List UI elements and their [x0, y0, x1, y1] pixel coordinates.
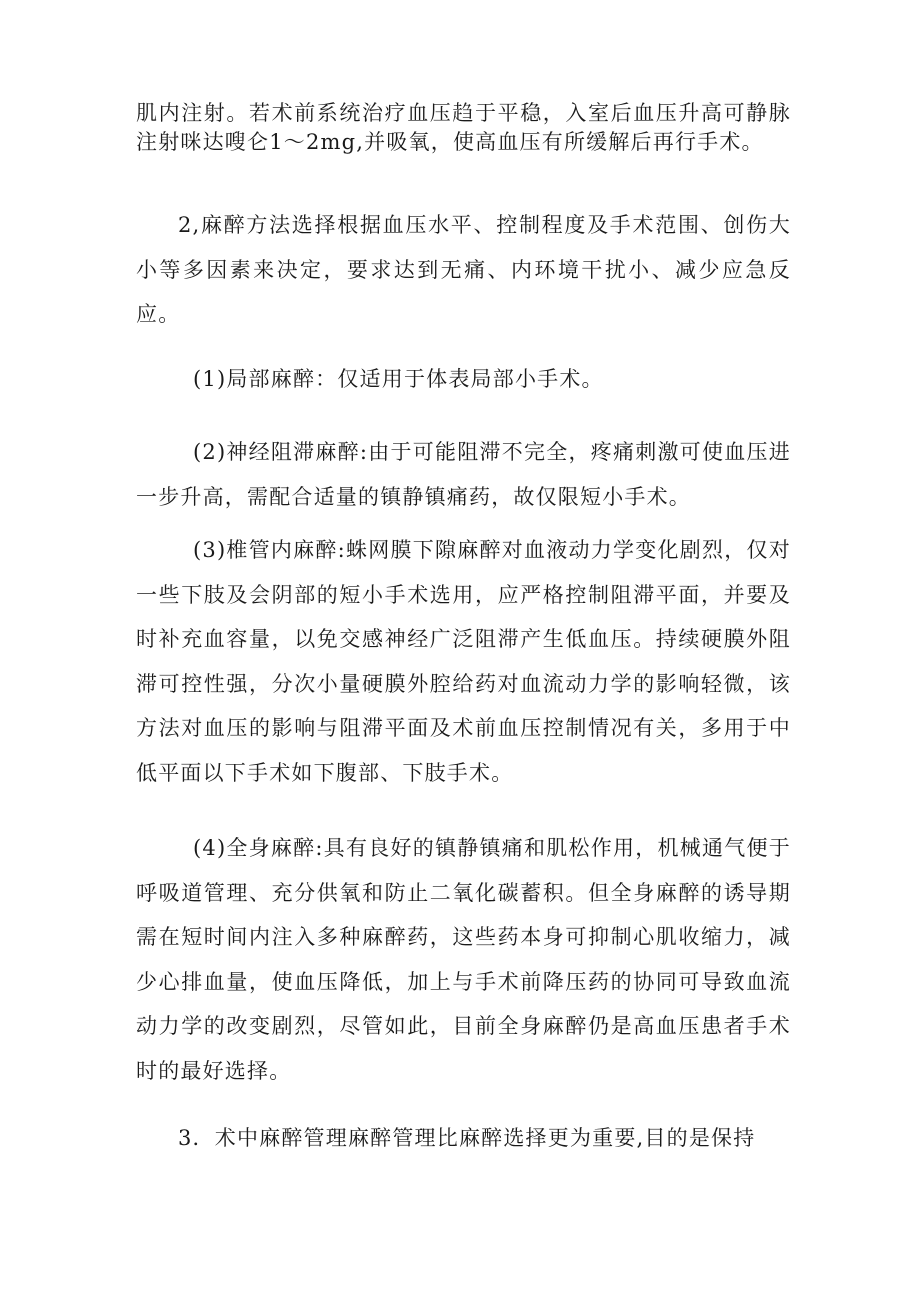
paragraph-local-anesthesia: (1)局部麻醉：仅适用于体表局部小手术。 — [193, 367, 604, 391]
paragraph-nerve-block: (2)神经阻滞麻醉:由于可能阻滞不完全，疼痛刺激可使血压进一步升高，需配合适量的镇静镇痛药，故仅限短小手术。 — [136, 440, 791, 509]
paragraph-intraop-management: 3．术中麻醉管理麻醉管理比麻醉选择更为重要,目的是保持 — [178, 1126, 756, 1150]
paragraph-anesthesia-method: 2,麻醉方法选择根据血压水平、控制程度及手术范围、创伤大小等多因素来决定，要求达到无痛、内环境干扰小、减少应急反应。 — [136, 213, 791, 326]
paragraph-spinal-anesthesia: (3)椎管内麻醉:蛛网膜下隙麻醉对血液动力学变化剧烈，仅对一些下肢及会阴部的短小手术选用，应严格控制阻滞平面，并要及时补充血容量，以免交感神经广泛阻滞产生低血压。持续硬膜外阻滞可控性强，分次小量硬膜外腔给药对血流动力学的影响轻微，该方法对血压的影响与阻滞平面及术前血压控制情况有关，多用于中低平面以下手术如下腹部、下肢手术。 — [136, 538, 791, 785]
paragraph-continuation: 肌内注射。若术前系统治疗血压趋于平稳，入室后血压升高可静脉注射咪达嗖仑1～2mg,并吸氧，使高血压有所缓解后再行手术。 — [136, 101, 791, 154]
paragraph-general-anesthesia: (4)全身麻醉:具有良好的镇静镇痛和肌松作用，机械通气便于呼吸道管理、充分供氧和防止二氧化碳蓄积。但全身麻醉的诱导期需在短时间内注入多种麻醉药，这些药本身可抑制心肌收缩力，减少心排血量，使血压降低，加上与手术前降压药的协同可导致血流动力学的改变剧烈，尽管如此，目前全身麻醉仍是高血压患者手术时的最好选择。 — [136, 836, 791, 1083]
